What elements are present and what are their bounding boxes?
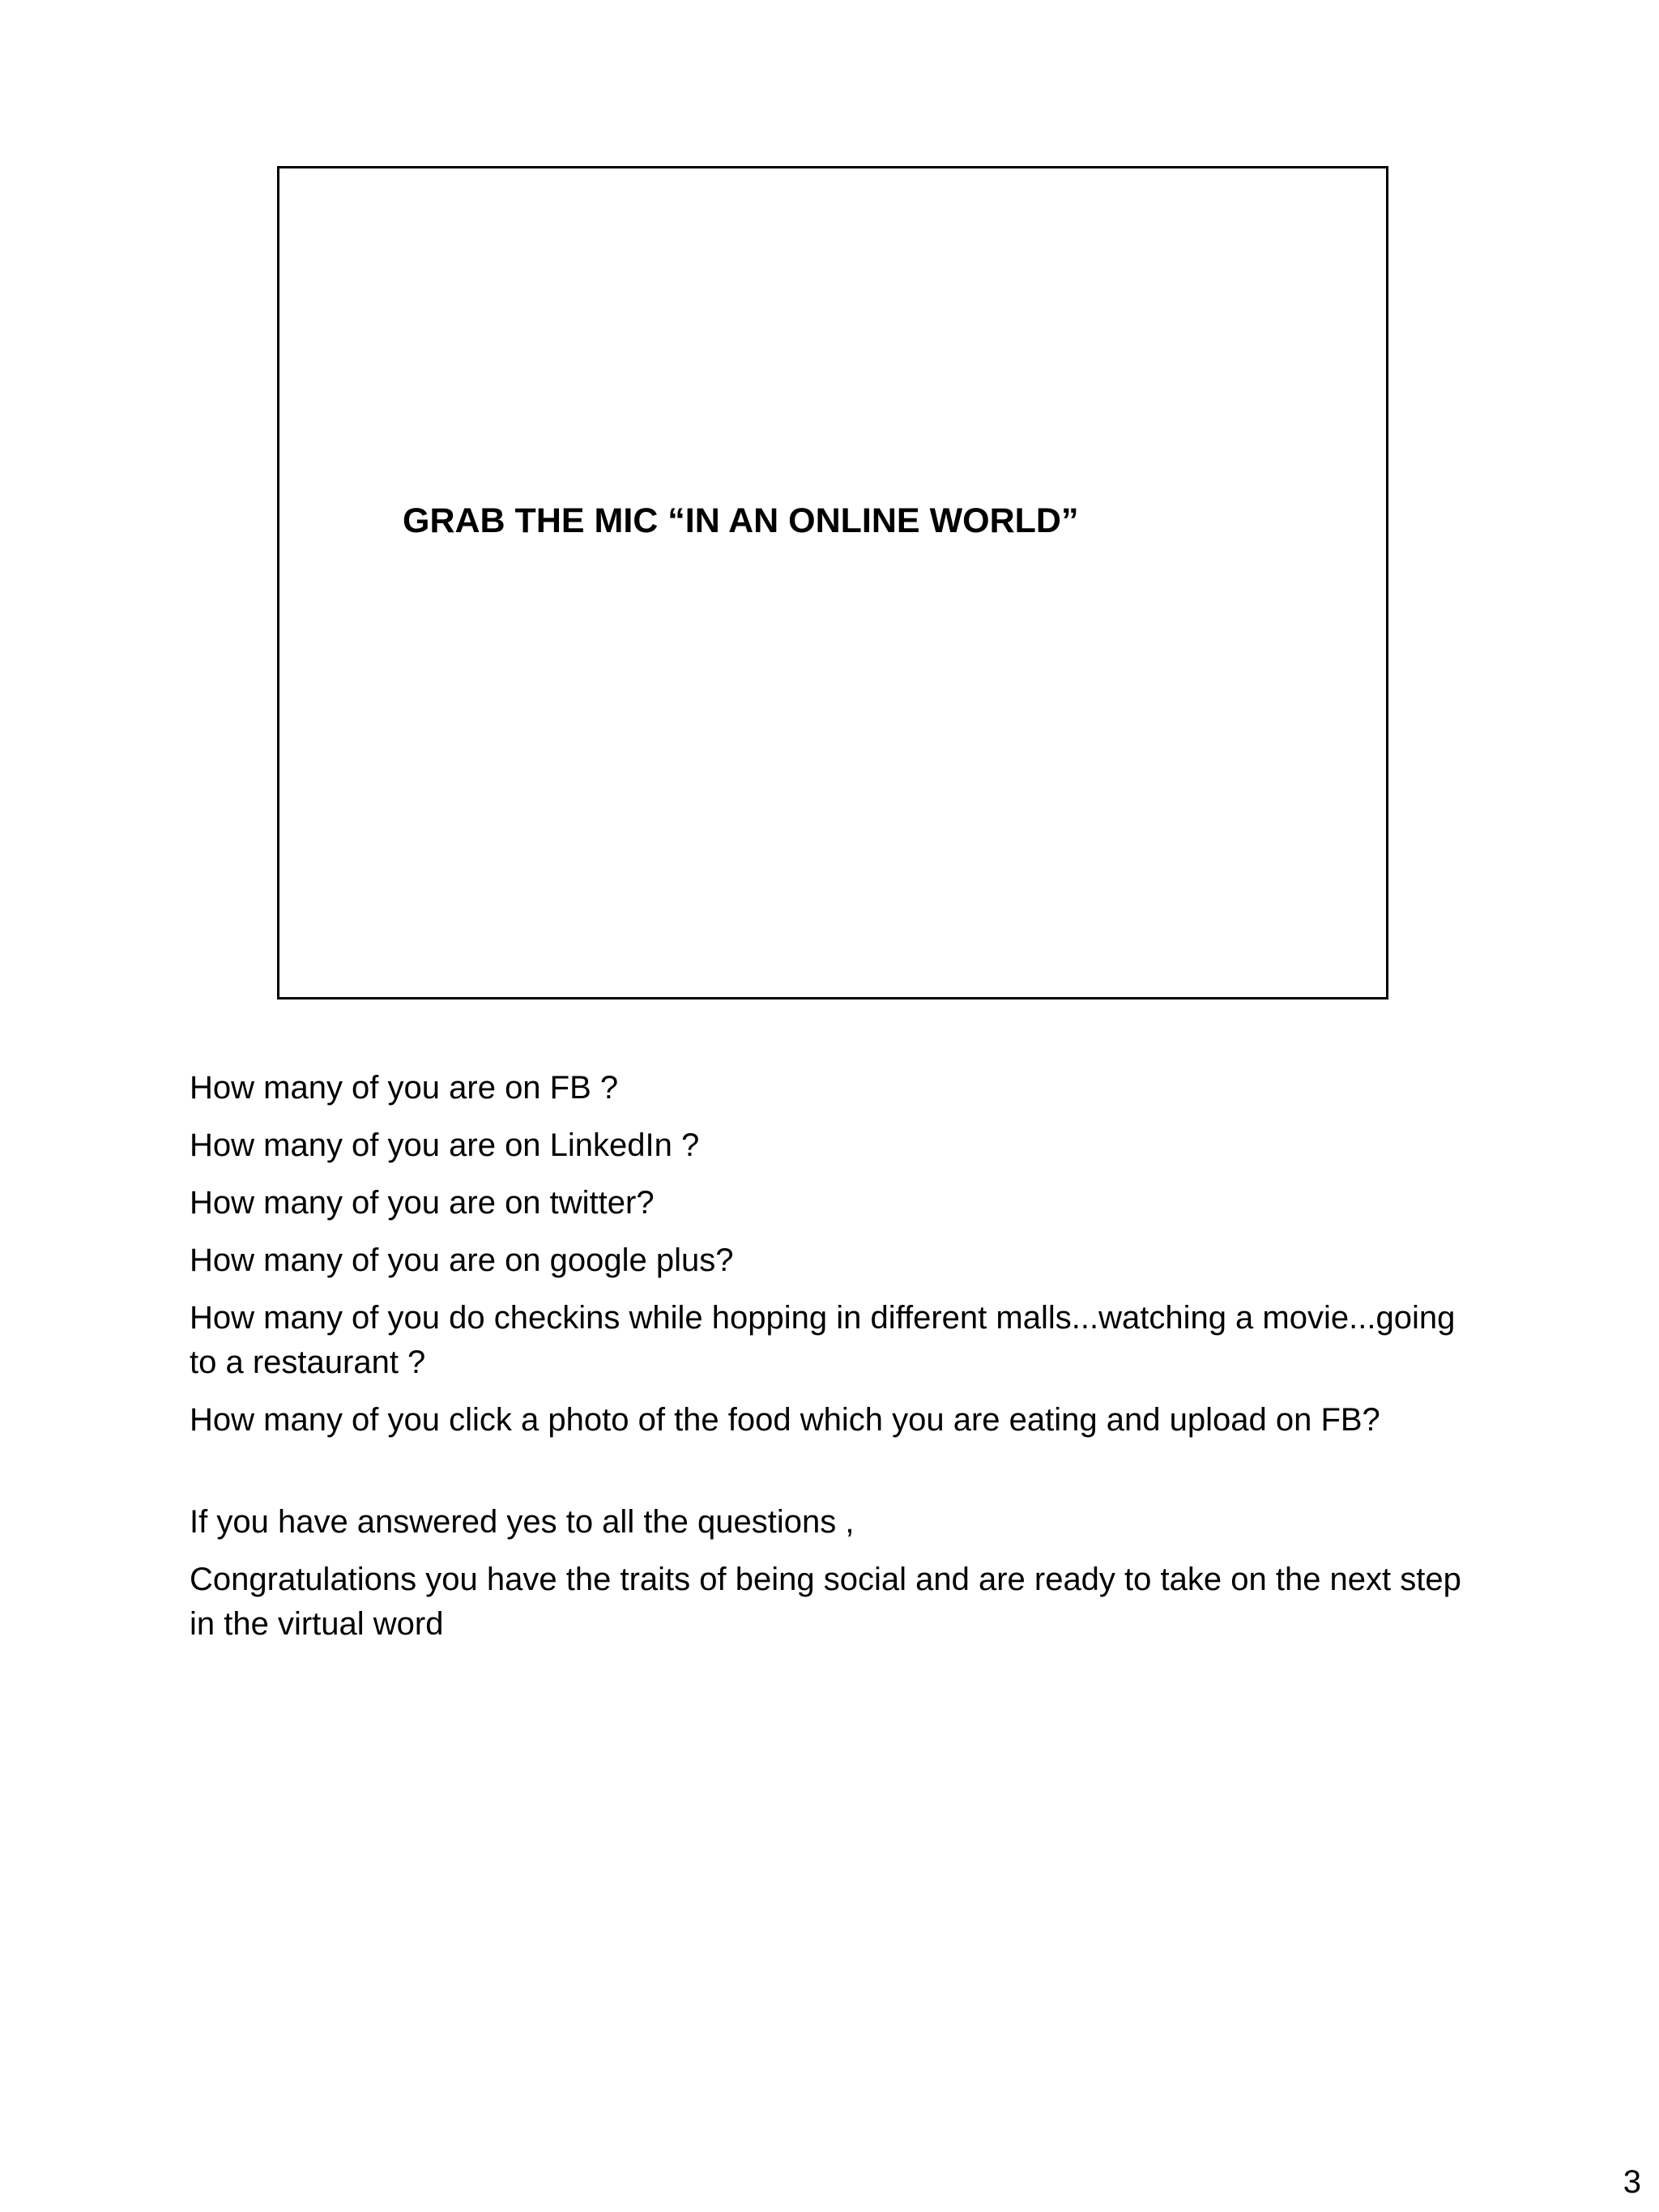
page-number: 3 [1623, 2164, 1641, 2200]
speaker-notes [190, 1066, 1469, 1660]
note-spacer [190, 1455, 1469, 1500]
slide-thumbnail [277, 166, 1388, 999]
note-question-fb: How many of you are on FB ? [190, 1070, 619, 1106]
note-question-linkedin: How many of you are on LinkedIn ? [190, 1127, 700, 1163]
note-question-checkins: How many of you do checkins while hopping in different malls...watching a movie...going to a restaurant ? [190, 1300, 1456, 1380]
note-question-google-plus: How many of you are on google plus? [190, 1242, 734, 1278]
note-conclusion-intro: If you have answered yes to all the questions , [190, 1504, 855, 1540]
note-question-twitter: How many of you are on twitter? [190, 1185, 655, 1221]
slide-title: GRAB THE MIC “IN AN ONLINE WORLD” [403, 501, 1079, 540]
note-question-food-photo: How many of you click a photo of the food which you are eating and upload on FB? [190, 1402, 1380, 1438]
note-conclusion-congrats: Congratulations you have the traits of being social and are ready to take on the next step in the virtual word [190, 1562, 1461, 1642]
